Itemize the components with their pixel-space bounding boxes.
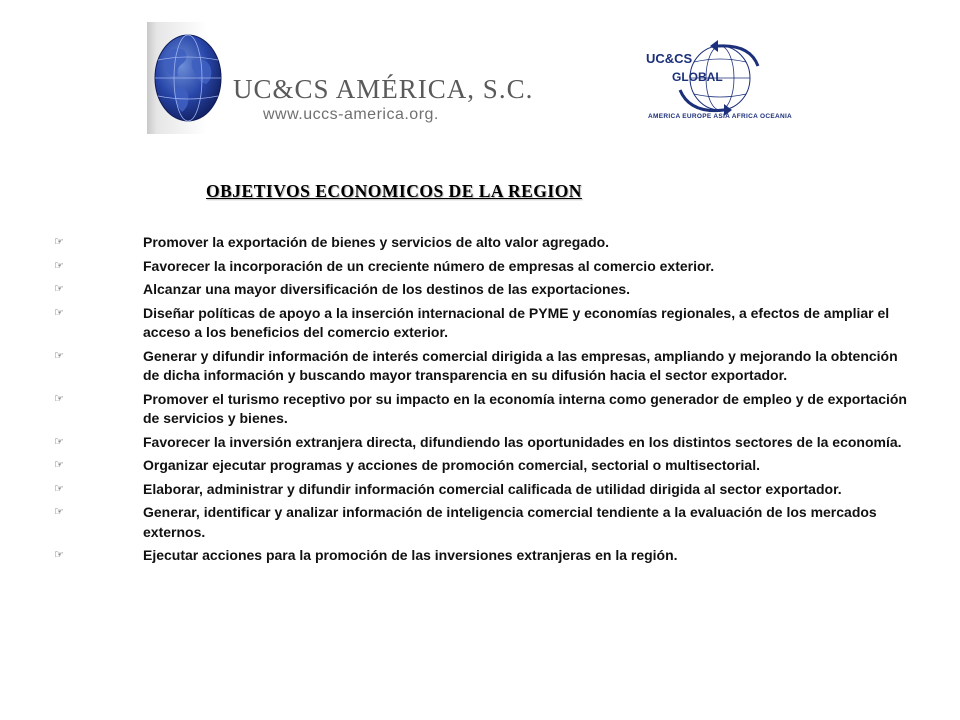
pointing-hand-icon: ☞ (54, 459, 64, 471)
objective-text: Favorecer la inversión extranjera directa, difundiendo las oportunidades en los distintos sectores de la economía. (143, 433, 902, 450)
list-item (54, 433, 910, 453)
pointing-hand-icon: ☞ (54, 506, 64, 518)
right-logo-subtitle: GLOBAL (672, 70, 723, 84)
left-logo-title: UC&CS AMÉRICA, S.C. (233, 74, 534, 104)
globe-icon (152, 32, 224, 124)
objective-text: Diseñar políticas de apoyo a la inserción internacional de PYME y economías regionales, a efectos de ampliar el acceso a los beneficios del comercio exterior. (143, 304, 890, 340)
pointing-hand-icon: ☞ (54, 259, 64, 272)
list-item (54, 233, 910, 253)
pointing-hand-icon: ☞ (54, 435, 64, 448)
pointing-hand-icon: ☞ (54, 482, 64, 495)
right-logo-title: UC&CS (646, 51, 693, 66)
uccs-america-logo (147, 22, 617, 134)
right-logo-tagline: AMERICA EUROPE ASIA AFRICA OCEANIA (648, 113, 793, 120)
pointing-hand-icon: ☞ (54, 283, 64, 295)
pointing-hand-icon: ☞ (54, 549, 64, 561)
pointing-hand-icon: ☞ (54, 236, 64, 248)
objective-text: Generar, identificar y analizar información de inteligencia comercial tendiente a la evaluación de los mercados externos. (143, 504, 877, 540)
objective-text: Promover la exportación de bienes y servicios de alto valor agregado. (143, 234, 610, 250)
uccs-global-logo (640, 40, 800, 130)
pointing-hand-icon: ☞ (54, 306, 64, 319)
list-item (54, 546, 910, 566)
list-item (54, 390, 910, 429)
list-item (54, 503, 910, 542)
objective-text: Elaborar, administrar y difundir información comercial calificada de utilidad dirigida al sector exportador. (143, 480, 842, 497)
list-item (54, 480, 910, 500)
list-item (54, 456, 910, 476)
objectives-list (54, 233, 910, 570)
list-item (54, 257, 910, 277)
objective-text: Promover el turismo receptivo por su impacto en la economía interna como generador de empleo y de exportación de servicios y bienes. (143, 390, 907, 426)
list-item (54, 280, 910, 300)
page-title: OBJETIVOS ECONOMICOS DE LA REGION (206, 181, 582, 201)
left-logo-url: www.uccs-america.org. (263, 106, 439, 123)
objective-text: Ejecutar acciones para la promoción de las inversiones extranjeras en la región. (143, 547, 678, 563)
objective-text: Generar y difundir información de interés comercial dirigida a las empresas, ampliando y mejorando la obtención de dicha información y buscando mayor transparencia en su difusión hacia el sector exportador. (143, 347, 898, 383)
objective-text: Organizar ejecutar programas y acciones de promoción comercial, sectorial o multisectorial. (143, 457, 760, 473)
objective-text: Alcanzar una mayor diversificación de los destinos de las exportaciones. (143, 281, 631, 297)
objective-text: Favorecer la incorporación de un creciente número de empresas al comercio exterior. (143, 257, 715, 274)
list-item (54, 347, 910, 386)
pointing-hand-icon: ☞ (54, 349, 64, 362)
pointing-hand-icon: ☞ (54, 392, 64, 405)
list-item (54, 304, 910, 343)
